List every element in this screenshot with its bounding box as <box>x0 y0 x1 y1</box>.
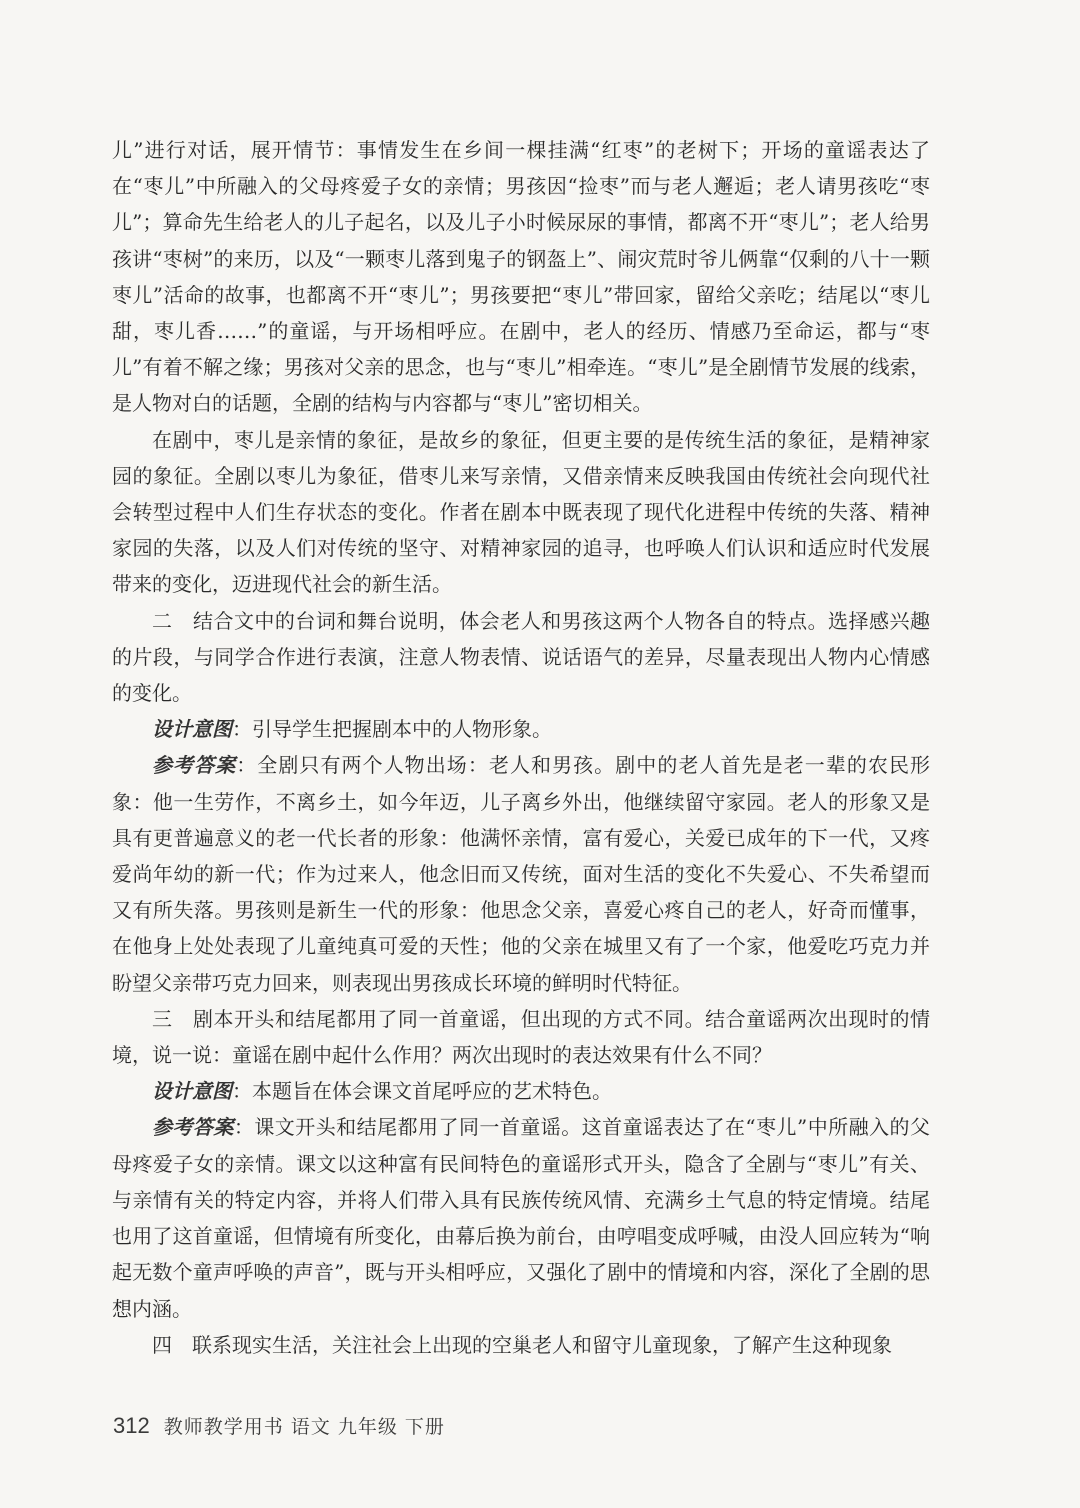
question-four: 四 联系现实生活，关注社会上出现的空巢老人和留守儿童现象，了解产生这种现象 <box>152 1332 892 1357</box>
reference-answer-three: 参考答案：课文开头和结尾都用了同一首童谣。这首童谣表达了在“枣儿”中所融入的父母疼爱子女的亲情。课文以这种富有民间特色的童谣形式开头，隐含了全剧与“枣儿”有关、与亲情有关的特定内容，并将人们带入具有民族传统风情、充满乡土气息的特定情境。结尾也用了这首童谣，但情境有所变化，由幕后换为前台，由哼唱变成呼喊，由没人回应转为“响起无数个童声呼唤的声音”，既与开头相呼应，又强化了剧中的情境和内容，深化了全剧的思想内涵。 <box>112 1115 931 1321</box>
design-intent-three: 设计意图：本题旨在体会课文首尾呼应的艺术特色。 <box>152 1079 612 1104</box>
design-intent-text: 本题旨在体会课文首尾呼应的艺术特色。 <box>252 1079 612 1104</box>
reference-answer-label: 参考答案 <box>152 1115 234 1140</box>
design-intent-label: 设计意图 <box>152 717 232 742</box>
reference-answer-text: 全剧只有两个人物出场：老人和男孩。剧中的老人首先是老一辈的农民形象：他一生劳作，不离乡土，如今年迈，儿子离乡外出，他继续留守家园。老人的形象又是具有更普遍意义的老一代长者的形象：他满怀亲情，富有爱心，关爱已成年的下一代，又疼爱尚年幼的新一代；作为过来人，他念旧而又传统，面对生活的变化不失爱心、不失希望而又有所失落。男孩则是新生一代的形象：他思念父亲，喜爱心疼自己的老人，好奇而懂事，在他身上处处表现了儿童纯真可爱的天性；他的父亲在城里又有了一个家，他爱吃巧克力并盼望父亲带巧克力回来，则表现出男孩成长环境的鲜明时代特征。 <box>112 753 931 995</box>
reference-answer-label: 参考答案 <box>152 753 237 778</box>
design-intent-text: 引导学生把握剧本中的人物形象。 <box>252 717 552 742</box>
paragraph-symbolism: 在剧中，枣儿是亲情的象征，是故乡的象征，但更主要的是传统生活的象征，是精神家园的象征。全剧以枣儿为象征，借枣儿来写亲情，又借亲情来反映我国由传统社会向现代社会转型过程中人们生存状态的变化。作者在剧本中既表现了现代化进程中传统的失落、精神家园的失落，以及人们对传统的坚守、对精神家园的追寻，也呼唤人们认识和适应时代发展带来的变化，迈进现代社会的新生活。 <box>112 427 930 597</box>
page-footer <box>113 1412 445 1439</box>
page-number: 312 <box>113 1413 150 1438</box>
book-title: 教师教学用书 语文 九年级 下册 <box>163 1416 445 1438</box>
body-text <box>112 132 930 1363</box>
design-intent-label: 设计意图 <box>152 1079 232 1104</box>
design-intent-two: 设计意图：引导学生把握剧本中的人物形象。 <box>152 717 552 742</box>
paragraph-continuation: 儿”进行对话，展开情节：事情发生在乡间一棵挂满“红枣”的老树下；开场的童谣表达了在“枣儿”中所融入的父母疼爱子女的亲情；男孩因“捡枣”而与老人邂逅；老人请男孩吃“枣儿”；算命先生给老人的儿子起名，以及儿子小时候尿尿的事情，都离不开“枣儿”；老人给男孩讲“枣树”的来历，以及“一颗枣儿落到鬼子的钢盔上”、闹灾荒时爷儿俩靠“仅剩的八十一颗枣儿”活命的故事，也都离不开“枣儿”；男孩要把“枣儿”带回家，留给父亲吃；结尾以“枣儿甜，枣儿香……”的童谣，与开场相呼应。在剧中，老人的经历、情感乃至命运，都与“枣儿”有着不解之缘；男孩对父亲的思念，也与“枣儿”相牵连。“枣儿”是全剧情节发展的线索，是人物对白的话题，全剧的结构与内容都与“枣儿”密切相关。 <box>112 138 930 416</box>
reference-answer-text: 课文开头和结尾都用了同一首童谣。这首童谣表达了在“枣儿”中所融入的父母疼爱子女的亲情。课文以这种富有民间特色的童谣形式开头，隐含了全剧与“枣儿”有关、与亲情有关的特定内容，并将人们带入具有民族传统风情、充满乡土气息的特定情境。结尾也用了这首童谣，但情境有所变化，由幕后换为前台，由哼唱变成呼喊，由没人回应转为“响起无数个童声呼唤的声音”，既与开头相呼应，又强化了剧中的情境和内容，深化了全剧的思想内涵。 <box>112 1115 931 1321</box>
question-three: 三 剧本开头和结尾都用了同一首童谣，但出现的方式不同。结合童谣两次出现时的情境，说一说：童谣在剧中起什么作用？两次出现时的表达效果有什么不同？ <box>112 1006 930 1068</box>
reference-answer-two: 参考答案：全剧只有两个人物出场：老人和男孩。剧中的老人首先是老一辈的农民形象：他一生劳作，不离乡土，如今年迈，儿子离乡外出，他继续留守家园。老人的形象又是具有更普遍意义的老一代长者的形象：他满怀亲情，富有爱心，关爱已成年的下一代，又疼爱尚年幼的新一代；作为过来人，他念旧而又传统，面对生活的变化不失爱心、不失希望而又有所失落。男孩则是新生一代的形象：他思念父亲，喜爱心疼自己的老人，好奇而懂事，在他身上处处表现了儿童纯真可爱的天性；他的父亲在城里又有了一个家，他爱吃巧克力并盼望父亲带巧克力回来，则表现出男孩成长环境的鲜明时代特征。 <box>112 753 931 995</box>
question-two: 二 结合文中的台词和舞台说明，体会老人和男孩这两个人物各自的特点。选择感兴趣的片段，与同学合作进行表演，注意人物表情、说话语气的差异，尽量表现出人物内心情感的变化。 <box>112 608 930 706</box>
